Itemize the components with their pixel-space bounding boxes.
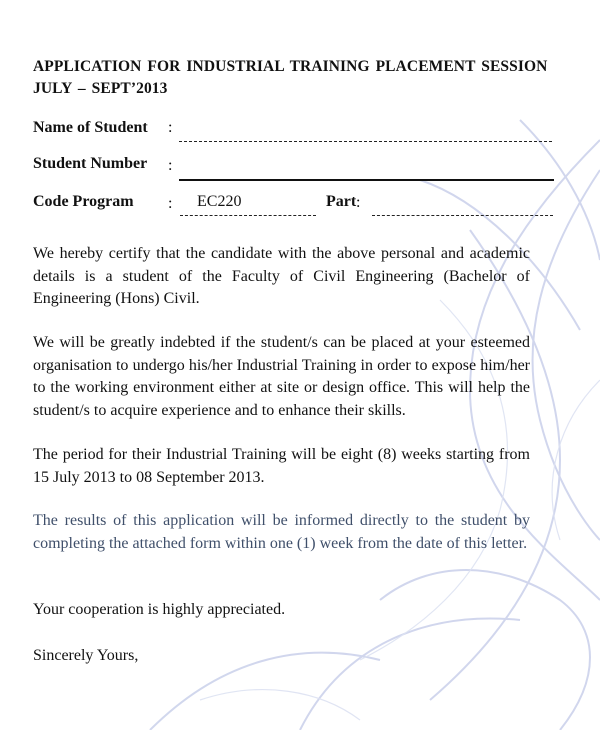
name-colon: : (168, 119, 173, 136)
letter-title: APPLICATION FOR INDUSTRIAL TRAINING PLACEMENT SESSION JULY – SEPT’2013 (33, 58, 548, 97)
part-label: Part (326, 193, 357, 210)
code-program-line (180, 215, 316, 216)
code-program-label: Code Program (33, 193, 134, 210)
name-of-student-line (179, 141, 552, 142)
part-line (372, 215, 553, 216)
sign-off: Sincerely Yours, (33, 647, 139, 664)
code-program-value: EC220 (197, 193, 242, 210)
student-number-line (179, 179, 554, 181)
part-colon: : (356, 194, 361, 211)
number-colon: : (168, 157, 173, 174)
certify-paragraph: We hereby certify that the candidate with the above personal and academic details is a student of the Faculty of Civil Engineering (Bachelor of Engineering (Hons) Civil. (33, 245, 530, 307)
indebted-paragraph: We will be greatly indebted if the student/s can be placed at your esteemed organisation to undergo his/her Industrial Training in order to expose him/her to the working environment either at site or design office. This will help the student/s to acquire experience and to enhance their skills. (33, 334, 530, 419)
student-number-label: Student Number (33, 155, 148, 172)
name-of-student-label: Name of Student (33, 119, 148, 136)
period-paragraph: The period for their Industrial Training will be eight (8) weeks starting from 15 July 2013 to 08 September 2013. (33, 446, 530, 486)
code-colon: : (168, 195, 173, 212)
appreciation-line: Your cooperation is highly appreciated. (33, 601, 286, 618)
results-paragraph: The results of this application will be informed directly to the student by completing the attached form within one (1) week from the date of this letter. (33, 512, 530, 552)
